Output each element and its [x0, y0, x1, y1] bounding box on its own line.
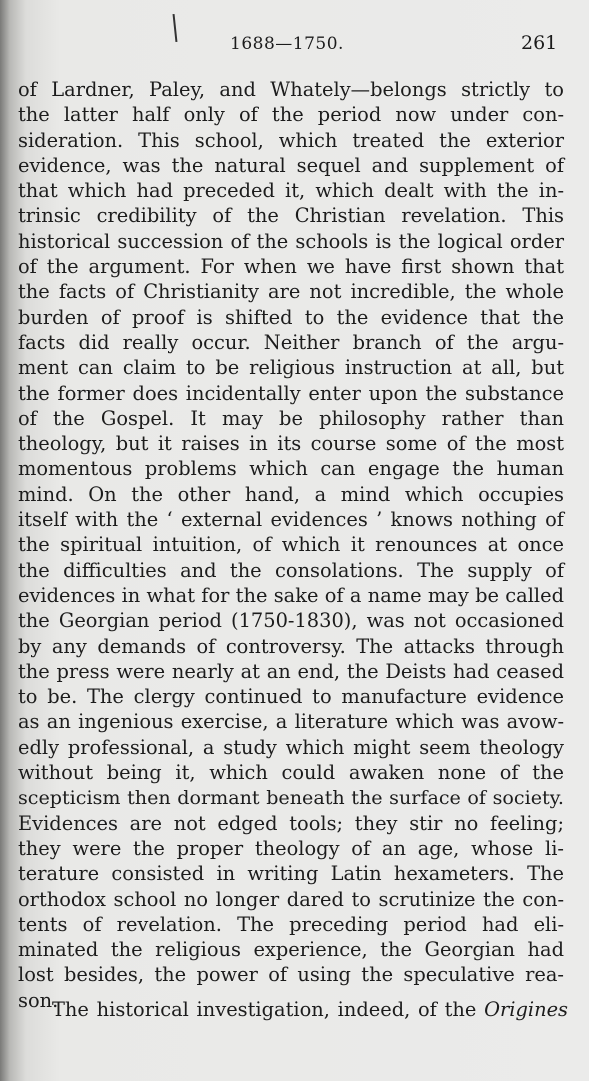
text-line: son.	[18, 988, 59, 1012]
text-line: burden of proof is shifted to the evidence that the	[18, 305, 564, 329]
text-line: ment can claim to be religious instruction at all, but	[18, 356, 564, 380]
text-line: of the argument. For when we have first shown that	[18, 255, 564, 279]
paragraph	[18, 77, 564, 1013]
text-line: lost besides, the power of using the speculative rea-	[18, 963, 564, 987]
text-line: the difficulties and the consolations. The supply of	[18, 558, 564, 582]
text-line: the former does incidentally enter upon the substance	[18, 381, 564, 405]
text-line: the press were nearly at an end, the Deists had ceased	[18, 659, 564, 683]
text-line: tents of revelation. The preceding period had eli-	[18, 912, 564, 936]
next-paragraph-text: The historical investigation, indeed, of the	[52, 998, 477, 1021]
running-head-years: 1688—1750.	[230, 34, 344, 54]
text-line: Evidences are not edged tools; they stir no feeling;	[18, 811, 564, 835]
text-line: that which had preceded it, which dealt with the in-	[18, 179, 564, 203]
text-line: scepticism then dormant beneath the surface of society.	[18, 786, 564, 810]
text-line: mind. On the other hand, a mind which occupies	[18, 482, 564, 506]
text-line: sideration. This school, which treated the exterior	[18, 128, 564, 152]
text-line: edly professional, a study which might seem theology	[18, 735, 564, 759]
text-line: minated the religious experience, the Georgian had	[18, 938, 564, 962]
text-line: the latter half only of the period now under con-	[18, 103, 564, 127]
text-line: without being it, which could awaken none of the	[18, 761, 564, 785]
next-paragraph-first-line	[52, 997, 568, 1023]
text-line: to be. The clergy continued to manufacture evidence	[18, 685, 564, 709]
text-line: they were the proper theology of an age, whose li-	[18, 836, 564, 860]
text-line: orthodox school no longer dared to scrutinize the con-	[18, 887, 564, 911]
text-line: historical succession of the schools is the logical order	[18, 229, 564, 253]
text-line: of Lardner, Paley, and Whately—belongs strictly to	[18, 78, 564, 101]
text-line: the Georgian period (1750-1830), was not occasioned	[18, 609, 564, 633]
text-line: evidences in what for the sake of a name may be called	[18, 583, 564, 607]
text-line: the facts of Christianity are not incredible, the whole	[18, 280, 564, 304]
text-line: momentous problems which can engage the human	[18, 457, 564, 481]
text-line: of the Gospel. It may be philosophy rather than	[18, 406, 564, 430]
running-head	[0, 30, 589, 60]
text-line: theology, but it raises in its course some of the most	[18, 432, 564, 456]
text-line: terature consisted in writing Latin hexameters. The	[18, 862, 564, 886]
text-line: facts did really occur. Neither branch of the argu-	[18, 330, 564, 354]
next-paragraph-italic-word: Origines	[484, 998, 568, 1021]
text-line: trinsic credibility of the Christian revelation. This	[18, 204, 564, 228]
text-line: the spiritual intuition, of which it renounces at once	[18, 533, 564, 557]
text-line: itself with the ‘ external evidences ’ knows nothing of	[18, 508, 564, 532]
text-line: by any demands of controversy. The attacks through	[18, 634, 564, 658]
text-line: as an ingenious exercise, a literature which was avow-	[18, 710, 564, 734]
page-number: 261	[521, 32, 558, 54]
text-line: evidence, was the natural sequel and supplement of	[18, 153, 564, 177]
